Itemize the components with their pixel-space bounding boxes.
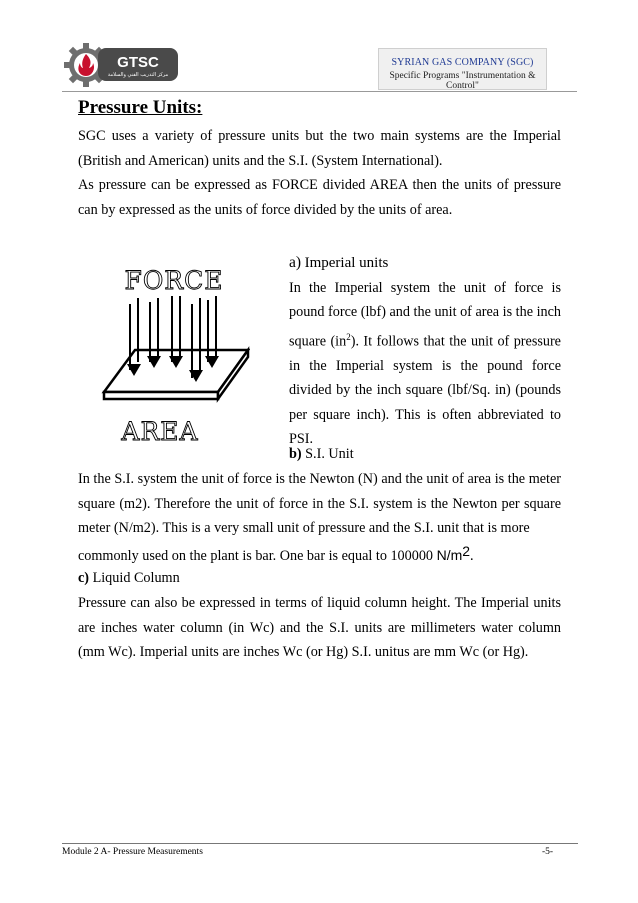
force-label: FORCE [124, 266, 224, 295]
section-liquid-heading [78, 566, 180, 591]
header-company-box [378, 48, 547, 90]
section-b-label: b) [289, 446, 302, 462]
program-name: Specific Programs "Instrumentation & Control" [389, 71, 536, 91]
section-c-heading: Liquid Column [92, 570, 180, 586]
section-c-label: c) [78, 570, 90, 586]
intro-paragraph: SGC uses a variety of pressure units but the two main systems are the Imperial (British and American) units and the S.I. (System International). [78, 128, 561, 169]
section-b-heading: S.I. Unit [305, 446, 354, 462]
section-c-text: Pressure can also be expressed in terms of liquid column height. The Imperial units are inches water column (in Wc) and the S.I. units are millimeters water column (mm Wc). Imperial units are inches Wc (or Hg) S.I. unitus are mm Wc (or Hg). [78, 595, 561, 660]
logo-text: GTSC [117, 54, 159, 71]
section-a-heading: Imperial units [304, 255, 389, 271]
area-label: AREA [121, 417, 199, 446]
footer-divider [62, 843, 578, 844]
company-name: SYRIAN GAS COMPANY (SGC) [391, 57, 534, 68]
plate-front [104, 392, 218, 399]
section-b-last-line: commonly used on the plant is bar. One bar is equal to 100000 $N/m^2$. [78, 543, 474, 564]
page-number: -5- [542, 847, 554, 857]
section-b-text: In the S.I. system the unit of force is the Newton (N) and the unit of area is the meter square (m2). Therefore the unit of force in the S.I. system is the Newton per square meter (N/m2). This is a very small unit of pressure and the S.I. unit that is more [78, 471, 561, 536]
section-a-label: a) [289, 254, 302, 271]
logo-subtext: مركز التدريب الفني والسلامة [107, 72, 169, 78]
force-area-paragraph: As pressure can be expressed as FORCE divided AREA then the units of pressure can by expressed as the units of force divided by the units of area. [78, 177, 561, 218]
footer-module: Module 2 A- Pressure Measurements [62, 847, 203, 857]
page-title: Pressure Units: [78, 97, 203, 118]
gtsc-logo [62, 40, 180, 90]
header-divider [62, 91, 577, 92]
section-imperial [289, 251, 561, 452]
section-a-text: In the Imperial system the unit of force is pound force (lbf) and the unit of area is the inch square $(in^2)$. It follows that the unit of pressure in the Imperial system is the pound force divided by the inch square (lbf/Sq. in) (pounds per square inch). This is often abbreviated to PSI. [289, 279, 561, 448]
section-si-heading [289, 442, 561, 467]
force-area-figure [100, 262, 250, 447]
